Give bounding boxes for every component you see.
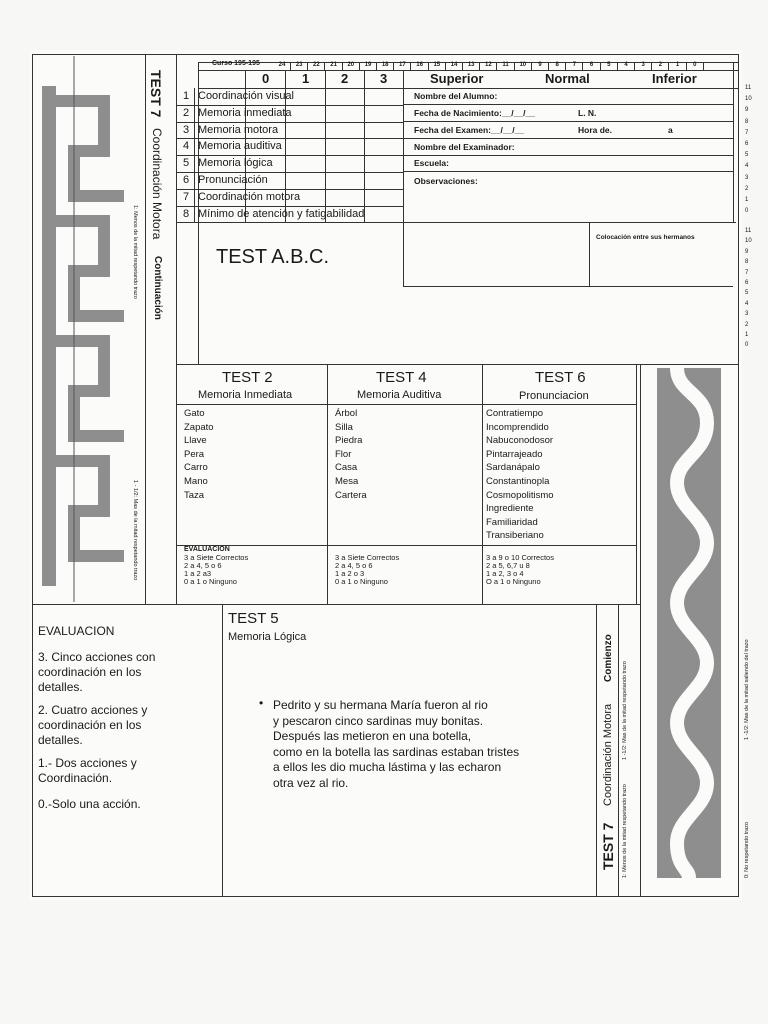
test5-story — [273, 698, 519, 791]
word-item: Casa — [335, 462, 358, 474]
evaluacion-item-0: 0.-Solo una acción. — [38, 797, 141, 811]
test-row-divider — [176, 138, 403, 139]
scale-top-number: 14 — [450, 62, 458, 68]
word-item: Árbol — [335, 408, 358, 419]
right-scale-number: 7 — [745, 129, 749, 136]
test7-bottom-title: TEST 7 — [600, 822, 616, 870]
frame-bottom — [32, 896, 739, 897]
test6-title: TEST 6 — [535, 369, 586, 386]
scale-top-number: 6 — [589, 62, 594, 68]
test-row-label: Mínimo de atención y fatigabilidad — [198, 207, 365, 220]
test7-bottom-maze — [657, 368, 729, 878]
test2-subtitle: Memoria Inmediata — [198, 389, 293, 401]
right-scale-number: 1 — [745, 332, 749, 338]
right-scale-number: 2 — [745, 321, 749, 328]
scale-top-number: 23 — [295, 62, 303, 68]
field-observaciones[interactable]: Observaciones: — [414, 176, 478, 186]
scale-top-number: 22 — [313, 62, 320, 68]
test7-top-continuacion: Continuación — [152, 256, 163, 320]
eval-line: O a 1 o Ninguno — [486, 577, 541, 586]
right-scale-number: 3 — [745, 311, 749, 318]
right-scale-number: 6 — [745, 280, 749, 286]
test2-eval-title: EVALUACION — [184, 546, 230, 553]
test-row-divider — [176, 155, 403, 156]
right-scale-number: 11 — [745, 85, 752, 91]
test-row-label: Coordinación motora — [198, 190, 301, 203]
test-row-divider — [176, 122, 403, 123]
eval-line: 1 a 2 o 3 — [335, 569, 365, 578]
word-item: Cosmopolitismo — [486, 489, 554, 501]
story-line: y pescaron cinco sardinas muy bonitas. — [273, 713, 484, 728]
score-col-1: 1 — [302, 71, 310, 86]
story-line: Pedrito y su hermana María fueron al rio — [273, 698, 488, 712]
eval-line: 2 a 4, 5 o 6 — [184, 561, 222, 570]
test6-items — [486, 407, 554, 543]
test-row-label: Memoria motora — [198, 123, 279, 136]
page-title: TEST A.B.C. — [216, 246, 329, 268]
eval-line: 2 a 4, 5 o 6 — [335, 561, 373, 570]
right-scale-number: 10 — [745, 238, 752, 245]
test-row-divider — [176, 172, 403, 173]
score-col-2: 2 — [341, 71, 349, 86]
test-number-col — [194, 88, 195, 222]
test7-top-title: TEST 7 — [148, 70, 164, 118]
scale-top-number: 12 — [485, 62, 492, 68]
right-scale-number: 8 — [745, 118, 749, 125]
word-item: Contratiempo — [486, 408, 544, 419]
field-escuela[interactable]: Escuela: — [414, 158, 449, 168]
scale-top-number: 3 — [641, 62, 645, 68]
test7-bottom-note1: 1: Menos de la mitad respetando trazo — [622, 784, 628, 878]
level-normal: Normal — [545, 71, 590, 86]
eval-line: 3 a 9 o 10 Correctos — [486, 553, 554, 562]
word-item: Piedra — [335, 435, 363, 447]
word-item: Transiberiano — [486, 530, 544, 542]
scale-top-number: 8 — [555, 62, 559, 68]
field-ln[interactable]: L. N. — [578, 108, 597, 118]
test7-bottom-note3: 0: No respetando trazo — [744, 822, 750, 878]
test7-bottom-note4: 1 -1/2: Mas de la mitad saliendo del trazo — [744, 639, 750, 740]
scale-top-number: 13 — [467, 62, 475, 68]
test6-eval — [486, 554, 554, 586]
word-item: Cartera — [335, 489, 367, 501]
word-item: Nabuconodosor — [486, 435, 554, 447]
right-scale-number: 8 — [745, 259, 749, 266]
evaluacion-item-1: 1.- Dos acciones y Coordinación. — [38, 756, 137, 785]
scale-top-number: 2 — [658, 62, 663, 68]
scale-top-number: 1 — [675, 62, 680, 68]
scale-top-number: 16 — [416, 62, 423, 68]
test7-bottom-comienzo: Comienzo — [603, 634, 614, 682]
test-row-number: 1 — [183, 90, 190, 102]
scale-top-number: 11 — [502, 62, 509, 68]
word-item: Carro — [184, 462, 208, 474]
test7-top-maze — [34, 56, 144, 602]
right-scale-number: 7 — [745, 269, 749, 276]
word-item: Familiaridad — [486, 516, 538, 528]
test7-top-note1: 1: Menos de la mitad respetando trazo — [132, 205, 138, 299]
scale-top-number: 19 — [364, 62, 372, 68]
right-scale-number: 11 — [745, 228, 752, 234]
test-row-label: Pronunciación — [198, 174, 268, 186]
scale-top-divider — [703, 62, 704, 70]
evaluacion-title: EVALUACION — [38, 624, 115, 638]
field-examinador[interactable]: Nombre del Examinador: — [414, 142, 515, 152]
field-nombre-alumno[interactable]: Nombre del Alumno: — [414, 91, 498, 101]
scale-top-number: 24 — [278, 62, 286, 68]
level-inferior: Inferior — [652, 71, 697, 86]
test2-items — [184, 407, 214, 502]
test-row-number: 5 — [183, 157, 190, 170]
test-row-number: 7 — [183, 190, 190, 203]
right-scale-number: 10 — [745, 96, 752, 103]
evaluacion-item-3: 3. Cinco acciones con coordinación en los detalles. — [38, 650, 156, 694]
test-row-number: 4 — [183, 140, 190, 153]
eval-line: 3 a Siete Correctos — [184, 553, 249, 562]
story-line: Después las metieron en una botella, — [273, 729, 472, 743]
word-item: Constantinopla — [486, 475, 550, 487]
eval-line: 0 a 1 o Ninguno — [184, 577, 237, 586]
test-row-label: Memoria inmediata — [198, 106, 292, 119]
field-fecha-nacimiento[interactable]: Fecha de Nacimiento:__/__/__ — [414, 108, 535, 118]
word-item: Silla — [335, 421, 353, 433]
scale-top-number: 17 — [399, 62, 406, 68]
right-scale-number: 0 — [745, 342, 749, 349]
word-item: Zapato — [184, 421, 214, 433]
score-col-0: 0 — [262, 71, 270, 86]
score-col-3: 3 — [380, 71, 388, 86]
word-item: Flor — [335, 448, 352, 460]
right-scale-number: 9 — [745, 248, 749, 255]
right-scale-number: 3 — [745, 174, 749, 181]
test4-subtitle: Memoria Auditiva — [357, 389, 442, 401]
test7-bottom-subtitle: Coordinación Motora — [602, 703, 614, 806]
test2-title: TEST 2 — [222, 369, 273, 386]
word-item: Sardanápalo — [486, 462, 540, 474]
scale-top-number: 20 — [347, 62, 355, 68]
frame-right — [738, 54, 739, 897]
test-row-divider — [176, 206, 403, 207]
test5-title: TEST 5 — [228, 610, 279, 627]
right-scale-number: 5 — [745, 290, 749, 297]
scale-top-number: 5 — [607, 62, 611, 68]
test-row-number: 8 — [183, 207, 190, 220]
scale-top-number: 10 — [519, 62, 527, 68]
eval-line: 1 a 2 a3 — [184, 569, 212, 578]
bullet-icon: • — [259, 696, 264, 710]
test6-subtitle: Pronunciacion — [519, 390, 589, 402]
test-row-label: Coordinación visual — [198, 90, 294, 102]
test4-title: TEST 4 — [376, 369, 427, 386]
right-scale-number: 6 — [745, 141, 749, 147]
test7-bottom-note2: 1 -1/2: Mas de la mitad respetando trazo — [622, 661, 628, 760]
frame-top — [32, 54, 738, 55]
test4-items — [335, 407, 367, 502]
curso-label: Curso 195-195 — [212, 60, 260, 67]
word-item: Llave — [184, 435, 207, 447]
eval-line: 0 a 1 o Ninguno — [335, 577, 388, 586]
word-item: Pintarrajeado — [486, 448, 543, 460]
right-scale-number: 9 — [745, 107, 749, 114]
eval-line: 3 a Siete Correctos — [335, 553, 400, 562]
test7-top-note2: 1 - 1/2: Mas de la mitad respetando trazo — [132, 480, 138, 581]
test-row-divider — [176, 189, 403, 190]
colocacion-label: Colocación entre sus hermanos — [596, 234, 695, 241]
test2-eval — [184, 554, 248, 586]
story-line: otra vez al rio. — [273, 775, 349, 790]
test-row-number: 3 — [183, 123, 190, 136]
word-item: Taza — [184, 489, 205, 501]
frame-left — [32, 54, 33, 897]
story-line: a ellos les dio mucha lástima y las echaron — [273, 760, 502, 774]
scale-top-number: 15 — [433, 62, 441, 68]
eval-line: 2 a 5, 6,7 u 8 — [486, 561, 530, 570]
test-row-number: 2 — [183, 106, 190, 119]
word-item: Mano — [184, 475, 208, 487]
right-scale-number: 2 — [745, 185, 749, 192]
scale-top-number: 21 — [330, 62, 337, 68]
test4-eval — [335, 554, 399, 586]
test5-subtitle: Memoria Lógica — [228, 631, 307, 643]
field-fecha-examen[interactable]: Fecha del Examen:__/__/__ — [414, 125, 525, 135]
test-row-number: 6 — [183, 174, 190, 186]
scale-top-number: 18 — [381, 62, 389, 68]
level-superior: Superior — [430, 71, 484, 86]
test-row-label: Memoria auditiva — [198, 140, 282, 153]
word-item: Ingrediente — [486, 503, 534, 515]
evaluacion-item-2: 2. Cuatro acciones y coordinación en los detalles. — [38, 703, 148, 747]
scale-top-number: 7 — [572, 62, 577, 68]
right-scale-number: 0 — [745, 208, 749, 215]
word-item: Incomprendido — [486, 421, 549, 433]
field-hora[interactable]: Hora de. — [578, 125, 613, 135]
test7-top-subtitle: Coordinación Motora — [150, 128, 164, 240]
scale-top-number: 4 — [624, 62, 628, 68]
story-line: como en la botella las sardinas estaban tristes — [273, 744, 520, 759]
word-item: Mesa — [335, 475, 359, 487]
right-scale-number: 1 — [745, 197, 749, 203]
word-item: Gato — [184, 408, 205, 419]
test-row-label: Memoria lógica — [198, 157, 273, 170]
scale-top-number: 0 — [693, 62, 697, 68]
right-scale-number: 5 — [745, 152, 749, 159]
right-scale-number: 4 — [745, 163, 749, 170]
scale-top-number: 9 — [538, 62, 542, 68]
test-row-divider — [176, 105, 403, 106]
right-scale-number: 4 — [745, 300, 749, 307]
field-hora-a: a — [668, 125, 673, 135]
word-item: Pera — [184, 448, 205, 460]
eval-line: 1 a 2, 3 o 4 — [486, 569, 524, 578]
